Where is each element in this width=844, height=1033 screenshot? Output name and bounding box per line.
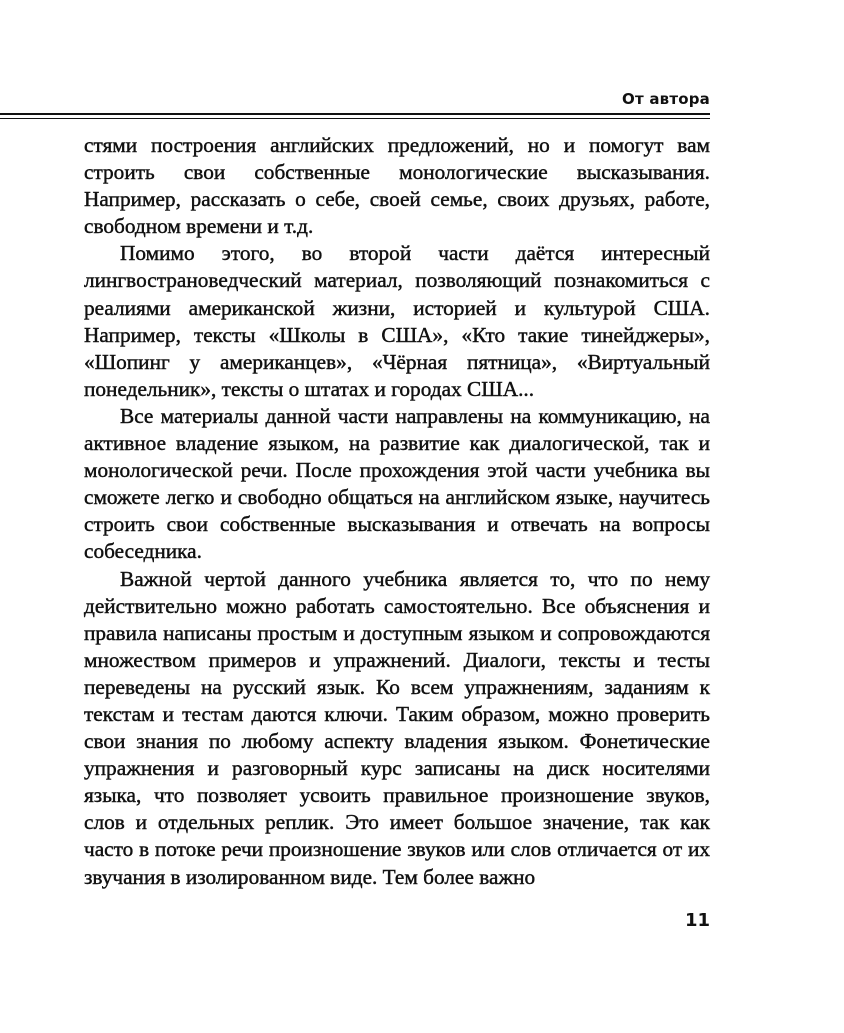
header-rule-thin (0, 118, 710, 119)
running-header: От автора (622, 90, 710, 108)
paragraph-1: стями построения английских предложений, но и помогут вам строить свои собственные монологические высказывания. Например, рассказать о себе, своей семье, своих друзьях, работе, свободном времени и т.д. (84, 133, 710, 239)
page-number: 11 (684, 910, 710, 931)
header-rule-thick (0, 113, 710, 115)
paragraph-2: Помимо этого, во второй части даётся интересный лингвострановедческий материал, позволяющий познакомиться с реалиями американской жизни, историей и культурой США. Например, тексты «Школы в США», «Кто такие тинейджеры», «Шопинг у американцев», «Чёрная пятница», «Виртуальный понедельник», тексты о штатах и городах США... (84, 241, 710, 401)
paragraph-3: Все материалы данной части направлены на коммуникацию, на активное владение языком, на развитие как диалогической, так и монологической речи. После прохождения этой части учебника вы сможете легко и свободно общаться на английском языке, научитесь строить свои собственные высказывания и отвечать на вопросы собеседника. (84, 403, 710, 564)
paragraph-4: Важной чертой данного учебника является то, что по нему действительно можно работать самостоятельно. Все объяснения и правила написаны простым и доступным языком и сопровождаются множеством примеров и упражнений. Диалоги, тексты и тесты переведены на русский язык. Ко всем упражнениям, заданиям к текстам и тестам даются ключи. Таким образом, можно проверить свои знания по любому аспекту владения языком. Фонетические упражнения и разговорный курс записаны на диск носителями языка, что позволяет усвоить правильное произношение звуков, слов и отдельных реплик. Это имеет большое значение, так как часто в потоке речи произношение звуков или слов отличается от их звучания в изолированном виде. Тем более важно (84, 566, 710, 889)
body-text (84, 132, 710, 891)
